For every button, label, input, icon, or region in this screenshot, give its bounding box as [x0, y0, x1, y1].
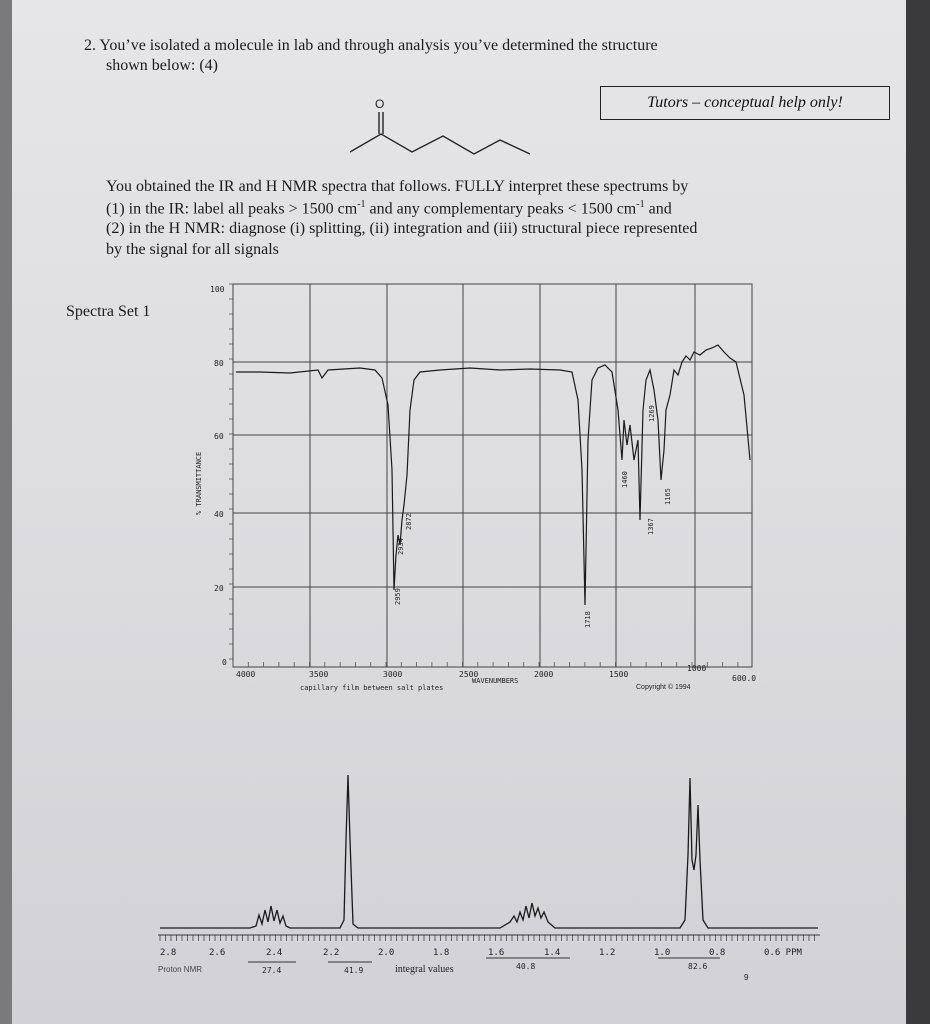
nmr-integral-caption: integral values [395, 964, 454, 975]
nmr-x-tick-2.8: 2.8 [160, 948, 177, 958]
ir-peak-label-1460: 1460 [621, 471, 629, 488]
ir-y-tick-40: 40 [214, 510, 224, 519]
ir-peak-label-1718: 1718 [584, 611, 592, 628]
ir-y-axis-label: % TRANSMITTANCE [195, 451, 203, 515]
ir-copyright: Copyright © 1994 [636, 684, 691, 691]
ir-x-tick-600: 600.0 [732, 674, 757, 683]
ir-y-tick-100: 100 [210, 285, 225, 294]
nmr-x-tick-1.6: 1.6 [488, 948, 505, 958]
ir-peak-label-2959: 2959 [394, 588, 402, 605]
question-line-2: shown below: (4) [106, 57, 218, 74]
ir-peak-label-1367: 1367 [647, 518, 655, 535]
ir-x-tick-3500: 3500 [309, 670, 329, 679]
nmr-x-tick-0.6: 0.6 PPM [764, 948, 802, 958]
nmr-trace [160, 775, 818, 928]
nmr-x-tick-2.0: 2.0 [378, 948, 395, 958]
page-mark: 9 [744, 973, 749, 982]
nmr-integral-2: 41.9 [344, 966, 364, 975]
ir-x-tick-1500: 1500 [609, 670, 629, 679]
ir-x-tick-3000: 3000 [383, 670, 403, 679]
ir-x-axis-label: WAVENUMBERS [472, 677, 519, 685]
nmr-x-tick-2.2: 2.2 [323, 948, 340, 958]
ir-x-tick-2000: 2000 [534, 670, 554, 679]
tutor-note-text: Tutors – conceptual help only! [647, 94, 843, 111]
nmr-integral-4: 82.6 [688, 962, 708, 971]
ir-x-tick-2500: 2500 [459, 670, 479, 679]
nmr-x-tick-1.4: 1.4 [544, 948, 561, 958]
ir-y-tick-0: 0 [222, 658, 227, 667]
oxygen-atom-label: O [375, 97, 385, 111]
nmr-x-tick-0.8: 0.8 [709, 948, 726, 958]
nmr-caption: Proton NMR [158, 965, 203, 974]
ir-sample-note: capillary film between salt plates [300, 684, 444, 692]
instructions-line-4: by the signal for all signals [106, 241, 279, 258]
instructions-line-1: You obtained the IR and H NMR spectra that follows. FULLY interpret these spectrums by [106, 178, 689, 195]
nmr-integral-3: 40.8 [516, 962, 536, 971]
ir-peak-label-2872: 2872 [405, 513, 413, 530]
ir-x-tick-4000: 4000 [236, 670, 256, 679]
nmr-x-tick-2.6: 2.6 [209, 948, 226, 958]
instructions-line-2: (1) in the IR: label all peaks > 1500 $cm^{-1}$ and any complementary peaks < 1500 $cm^{-1}$ and [106, 199, 672, 218]
nmr-x-tick-1.0: 1.0 [654, 948, 671, 958]
ir-y-tick-20: 20 [214, 584, 224, 593]
ir-peak-label-1269: 1269 [648, 405, 656, 422]
nmr-integral-1: 27.4 [262, 966, 282, 975]
nmr-x-tick-1.2: 1.2 [599, 948, 616, 958]
ir-y-tick-80: 80 [214, 359, 224, 368]
spectra-set-label: Spectra Set 1 [66, 303, 151, 320]
ir-peak-label-1165: 1165 [664, 488, 672, 505]
nmr-x-tick-1.8: 1.8 [433, 948, 450, 958]
instructions-line-3: (2) in the H NMR: diagnose (i) splitting, (ii) integration and (iii) structural piece represented [106, 220, 698, 237]
ir-y-tick-60: 60 [214, 432, 224, 441]
ir-peak-label-2934: 2934 [397, 538, 405, 555]
ir-x-tick-1000: 1000 [687, 664, 707, 673]
question-line-1: 2. You’ve isolated a molecule in lab and through analysis you’ve determined the structure [84, 37, 658, 54]
nmr-x-tick-2.4: 2.4 [266, 948, 283, 958]
